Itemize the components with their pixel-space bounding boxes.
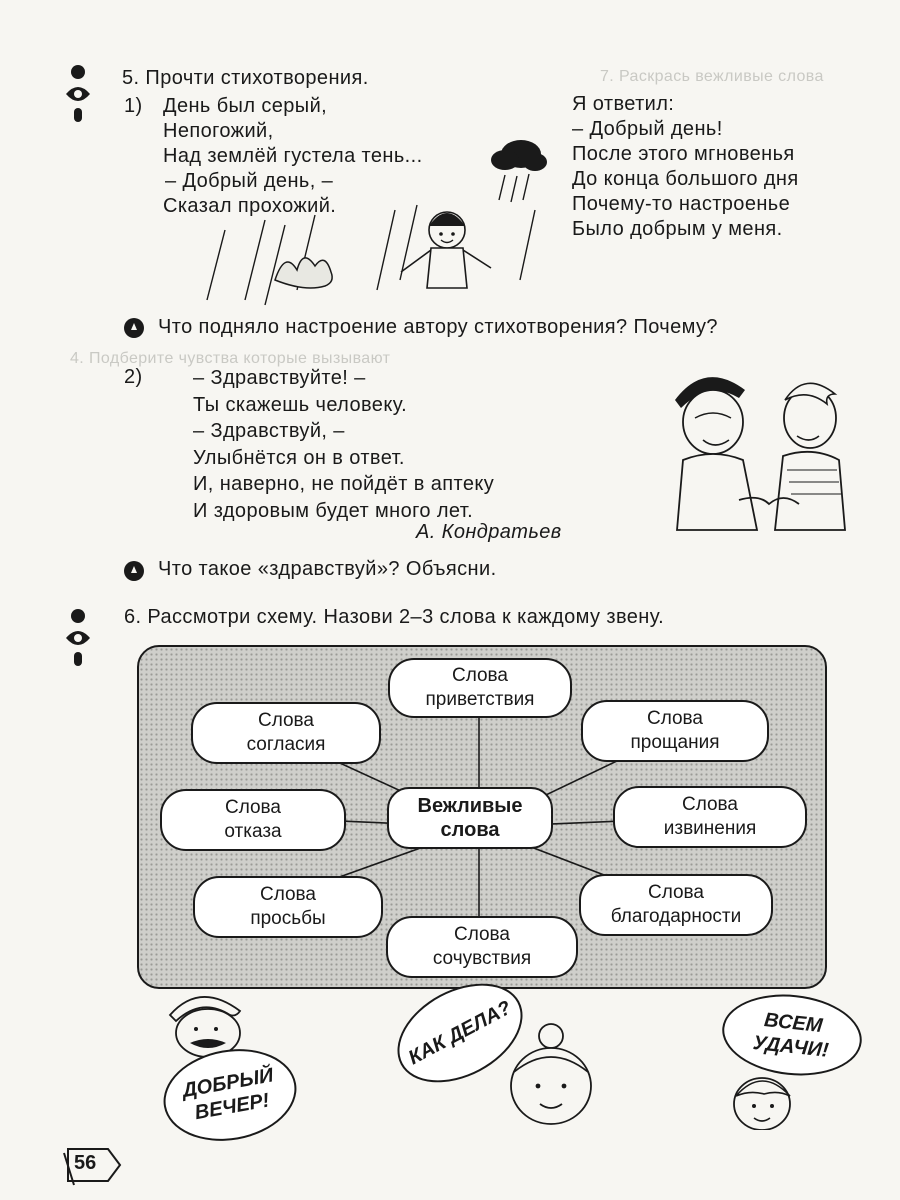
character-girl-illustration <box>496 1020 606 1130</box>
speech-bubble-how-are-you: КАК ДЕЛА? <box>381 964 540 1103</box>
node-label: Слова <box>451 665 509 686</box>
poem-line: Почему-то настроенье <box>572 193 791 215</box>
node-label: Слова <box>259 884 317 905</box>
node-farewell <box>581 700 769 762</box>
poem-line: Улыбнётся он в ответ. <box>193 446 405 469</box>
node-label: Слова <box>453 924 511 945</box>
question2-text: Что такое «здравствуй»? Объясни. <box>158 558 497 580</box>
poem-line: Ты скажешь человеку. <box>193 393 408 416</box>
node-request <box>193 876 383 938</box>
node-agreement <box>191 702 381 764</box>
poem2-author: А. Кондратьев <box>416 521 562 543</box>
node-label: отказа <box>224 821 282 842</box>
node-label: Слова <box>646 708 704 729</box>
poem-line: – Здравствуйте! – <box>193 367 366 389</box>
node-refusal <box>160 789 346 851</box>
poem2-stanza <box>193 365 494 524</box>
poem-line: – Добрый день! <box>572 118 723 140</box>
poem2-number: 2) <box>124 366 143 388</box>
node-label: согласия <box>246 734 326 755</box>
page-number: 56 <box>74 1152 97 1174</box>
question-bullet-icon <box>124 561 144 581</box>
node-label: благодарности <box>610 906 742 927</box>
poem1-number: 1) <box>124 95 143 117</box>
node-label: Вежливые <box>417 795 523 817</box>
poem-line: И, наверно, не пойдёт в аптеку <box>193 473 495 495</box>
think-icon <box>64 64 92 124</box>
rainy-boy-illustration <box>205 130 565 310</box>
poem-line: Над землёй густела тень... <box>163 145 423 167</box>
poem-line: Было добрым у меня. <box>572 218 783 240</box>
node-greeting <box>388 658 572 718</box>
poem-line: – Добрый день, – <box>165 170 334 192</box>
handshake-illustration <box>655 360 865 535</box>
task5-title: 5. Прочти стихотворения. <box>122 67 369 89</box>
node-polite-words-center <box>387 787 553 849</box>
speech-bubble-good-luck: ВСЕМ УДАЧИ! <box>718 988 866 1082</box>
poem-line: Сказал прохожий. <box>163 195 337 217</box>
show-through-text-2: 4. Подберите чувства которые вызывают <box>70 350 391 367</box>
node-label: сочувствия <box>432 948 532 969</box>
poem-line: И здоровым будет много лет. <box>193 499 474 522</box>
poem1-right-stanza <box>572 92 799 242</box>
node-apology <box>613 786 807 848</box>
task6-title: 6. Рассмотри схему. Назови 2–3 слова к каждому звену. <box>124 606 665 628</box>
poem-line: До конца большого дня <box>572 168 799 190</box>
node-label: слова <box>440 819 500 841</box>
node-sympathy <box>386 916 578 978</box>
speech-bubble-good-evening: ДОБРЫЙ ВЕЧЕР! <box>156 1039 304 1151</box>
poem-line: Я ответил: <box>572 93 675 115</box>
poem-line: – Здравствуй, – <box>193 420 345 442</box>
node-label: Слова <box>681 794 739 815</box>
question1-text: Что подняло настроение автору стихотворения? Почему? <box>158 316 718 338</box>
question-bullet-icon <box>124 318 144 338</box>
show-through-text: 7. Раскрась вежливые слова <box>600 68 824 85</box>
node-label: просьбы <box>250 908 326 929</box>
node-label: прощания <box>630 732 720 753</box>
node-label: извинения <box>663 818 757 839</box>
node-gratitude <box>579 874 773 936</box>
node-label: приветствия <box>425 689 535 710</box>
poem-line: Непогожий, <box>163 120 274 142</box>
think-icon <box>64 608 92 668</box>
poem-line: День был серый, <box>163 95 328 117</box>
node-label: Слова <box>257 710 315 731</box>
node-label: Слова <box>647 882 705 903</box>
poem-line: После этого мгновенья <box>572 143 795 165</box>
character-boy-illustration <box>726 1066 796 1130</box>
node-label: Слова <box>224 797 282 818</box>
